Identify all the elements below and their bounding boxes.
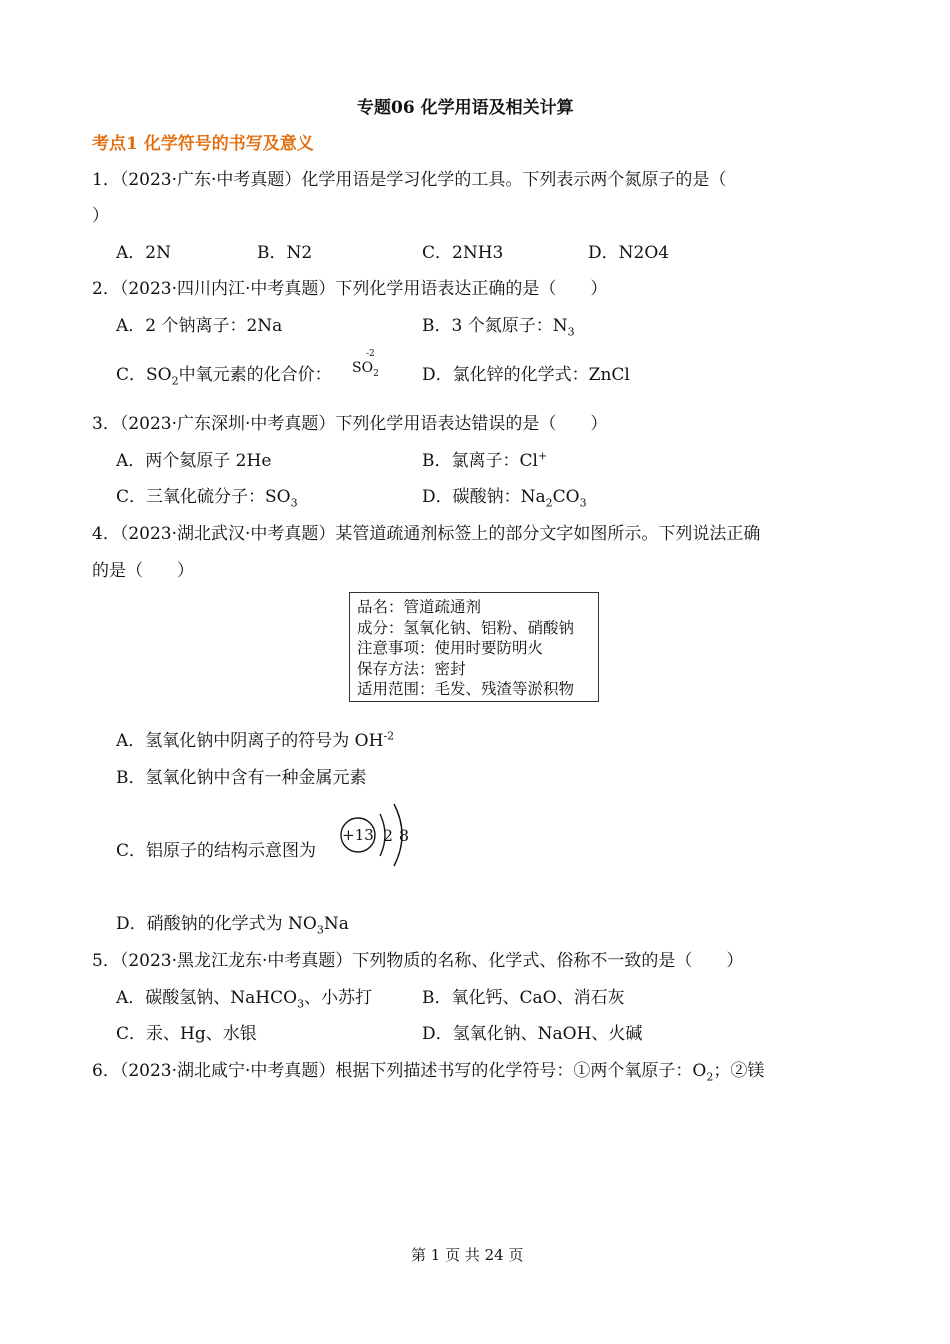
option-d: D．氢氧化钠、NaOH、火碱: [422, 1024, 643, 1044]
section-heading: 考点1 化学符号的书写及意义: [92, 134, 314, 154]
electron-shell-2-count: 8: [398, 826, 410, 845]
page-footer: 第 1 页 共 24 页: [411, 1246, 524, 1264]
question-stem-end: ）: [92, 206, 109, 226]
option-c: C．$SO_2$中氧元素的化合价：: [116, 365, 332, 388]
product-label-box: [349, 592, 599, 702]
label-line: 成分：氢氧化钠、铝粉、硝酸钠: [357, 618, 575, 637]
question-stem: 5．（2023·黑龙江龙东·中考真题）下列物质的名称、化学式、俗称不一致的是（ ）: [92, 951, 744, 971]
question-stem: 3．（2023·广东深圳·中考真题）下列化学用语表达错误的是（ ）: [92, 414, 608, 434]
valence-charge: -2: [366, 349, 375, 359]
option-b: B．氧化钙、CaO、消石灰: [422, 988, 625, 1008]
question-stem: 2．（2023·四川内江·中考真题）下列化学用语表达正确的是（ ）: [92, 279, 608, 299]
option-a: A．2N: [116, 243, 171, 263]
option-d: D．N2O4: [588, 243, 670, 263]
option-c: C．汞、Hg、水银: [116, 1024, 257, 1044]
electron-shell-1-count: 2: [382, 826, 394, 845]
option-d: D．硝酸钠的化学式为 $NO_3Na$: [116, 914, 349, 937]
option-c: C．2NH3: [422, 243, 504, 263]
option-a: A．两个氦原子 2He: [116, 451, 272, 471]
label-line: 品名：管道疏通剂: [357, 598, 482, 616]
aluminum-atom-structure-diagram: [338, 798, 418, 878]
question-stem: 6．（2023·湖北咸宁·中考真题）根据下列描述书写的化学符号：①两个氧原子：$O_2$；②镁: [92, 1061, 765, 1084]
question-stem: 1．（2023·广东·中考真题）化学用语是学习化学的工具。下列表示两个氮原子的是（: [92, 170, 727, 190]
option-b: B．氯离子：Cl+: [422, 449, 548, 471]
question-stem: 4．（2023·湖北武汉·中考真题）某管道疏通剂标签上的部分文字如图所示。下列说法正确: [92, 524, 761, 544]
option-a: A．碳酸氢钠、NaHCO$_3$、小苏打: [116, 988, 373, 1011]
option-a: A．2 个钠离子：2Na: [116, 316, 283, 336]
valence-symbol: $SO_2$: [352, 360, 379, 379]
label-line: 注意事项：使用时要防明火: [357, 639, 544, 657]
option-c: C．三氧化硫分子：$SO_3$: [116, 487, 298, 510]
page-title: 专题06 化学用语及相关计算: [357, 98, 574, 118]
option-c: C．铝原子的结构示意图为: [116, 841, 317, 861]
label-line: 保存方法：密封: [357, 659, 466, 678]
option-b: B．3 个氮原子：$N_3$: [422, 316, 575, 339]
option-a: A．氢氧化钠中阴离子的符号为 $OH^{-2}$: [116, 729, 395, 751]
option-b: B．N2: [257, 243, 313, 263]
question-stem-end: 的是（ ）: [92, 561, 194, 581]
atom-nucleus-charge: +13: [342, 826, 374, 844]
label-line: 适用范围：毛发、残渣等淤积物: [357, 680, 575, 698]
option-d: D．碳酸钠：$Na_2CO_3$: [422, 487, 587, 510]
option-d: D．氯化锌的化学式：ZnCl: [422, 365, 630, 385]
option-b: B．氢氧化钠中含有一种金属元素: [116, 768, 367, 788]
valence-formula: [352, 351, 392, 381]
